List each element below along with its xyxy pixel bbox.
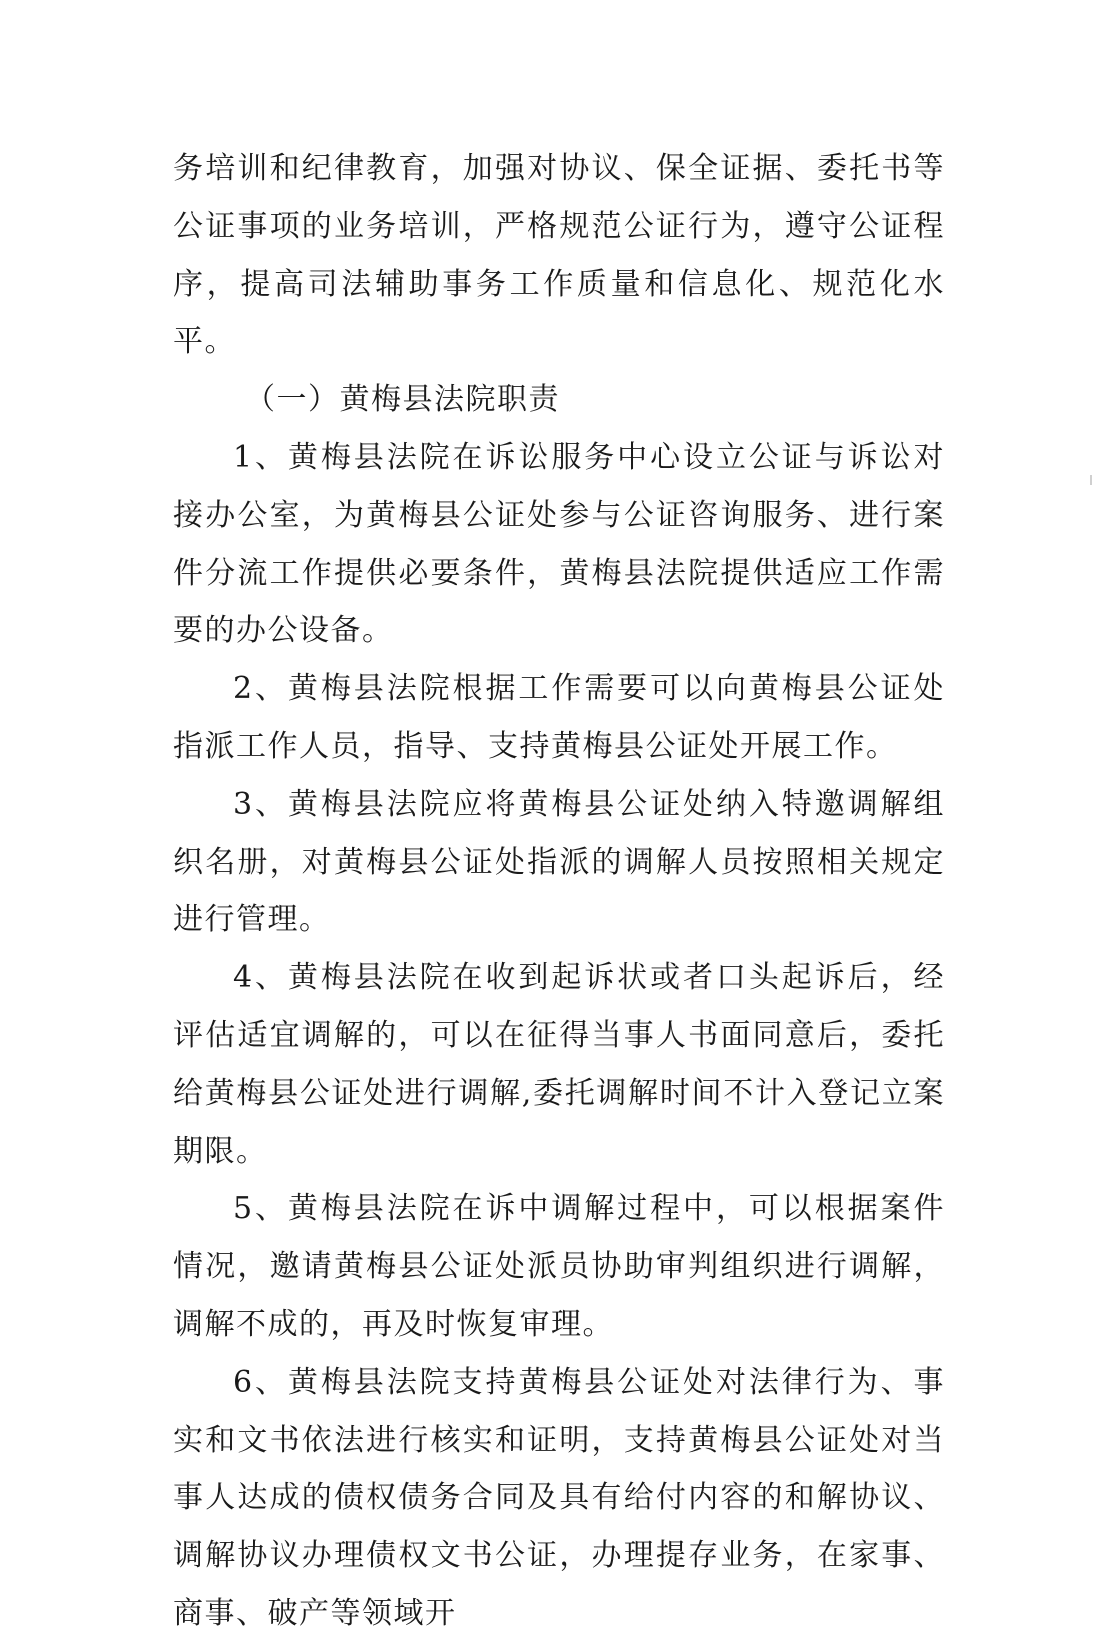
scan-artifact bbox=[1090, 475, 1092, 485]
document-body bbox=[173, 140, 945, 1643]
paragraph-item-1: 1、黄梅县法院在诉讼服务中心设立公证与诉讼对接办公室，为黄梅县公证处参与公证咨询服务、进行案件分流工作提供必要条件，黄梅县法院提供适应工作需要的办公设备。 bbox=[173, 439, 945, 649]
paragraph-item-2: 2、黄梅县法院根据工作需要可以向黄梅县公证处指派工作人员，指导、支持黄梅县公证处开展工作。 bbox=[173, 671, 945, 764]
paragraph-item-4: 4、黄梅县法院在收到起诉状或者口头起诉后，经评估适宜调解的，可以在征得当事人书面同意后，委托给黄梅县公证处进行调解,委托调解时间不计入登记立案期限。 bbox=[173, 960, 945, 1169]
paragraph-continuation: 务培训和纪律教育，加强对协议、保全证据、委托书等公证事项的业务培训，严格规范公证行为，遵守公证程序，提高司法辅助事务工作质量和信息化、规范化水平。 bbox=[173, 151, 945, 360]
paragraph-item-3: 3、黄梅县法院应将黄梅县公证处纳入特邀调解组织名册，对黄梅县公证处指派的调解人员按照相关规定进行管理。 bbox=[173, 786, 945, 938]
paragraph-item-6: 6、黄梅县法院支持黄梅县公证处对法律行为、事实和文书依法进行核实和证明，支持黄梅县公证处对当事人达成的债权债务合同及具有给付内容的和解协议、调解协议办理债权文书公证，办理提存业务，在家事、商事、破产等领域开 bbox=[173, 1364, 945, 1631]
section-heading: （一）黄梅县法院职责 bbox=[245, 382, 560, 418]
paragraph-item-5: 5、黄梅县法院在诉中调解过程中，可以根据案件情况，邀请黄梅县公证处派员协助审判组织进行调解，调解不成的，再及时恢复审理。 bbox=[173, 1191, 945, 1342]
